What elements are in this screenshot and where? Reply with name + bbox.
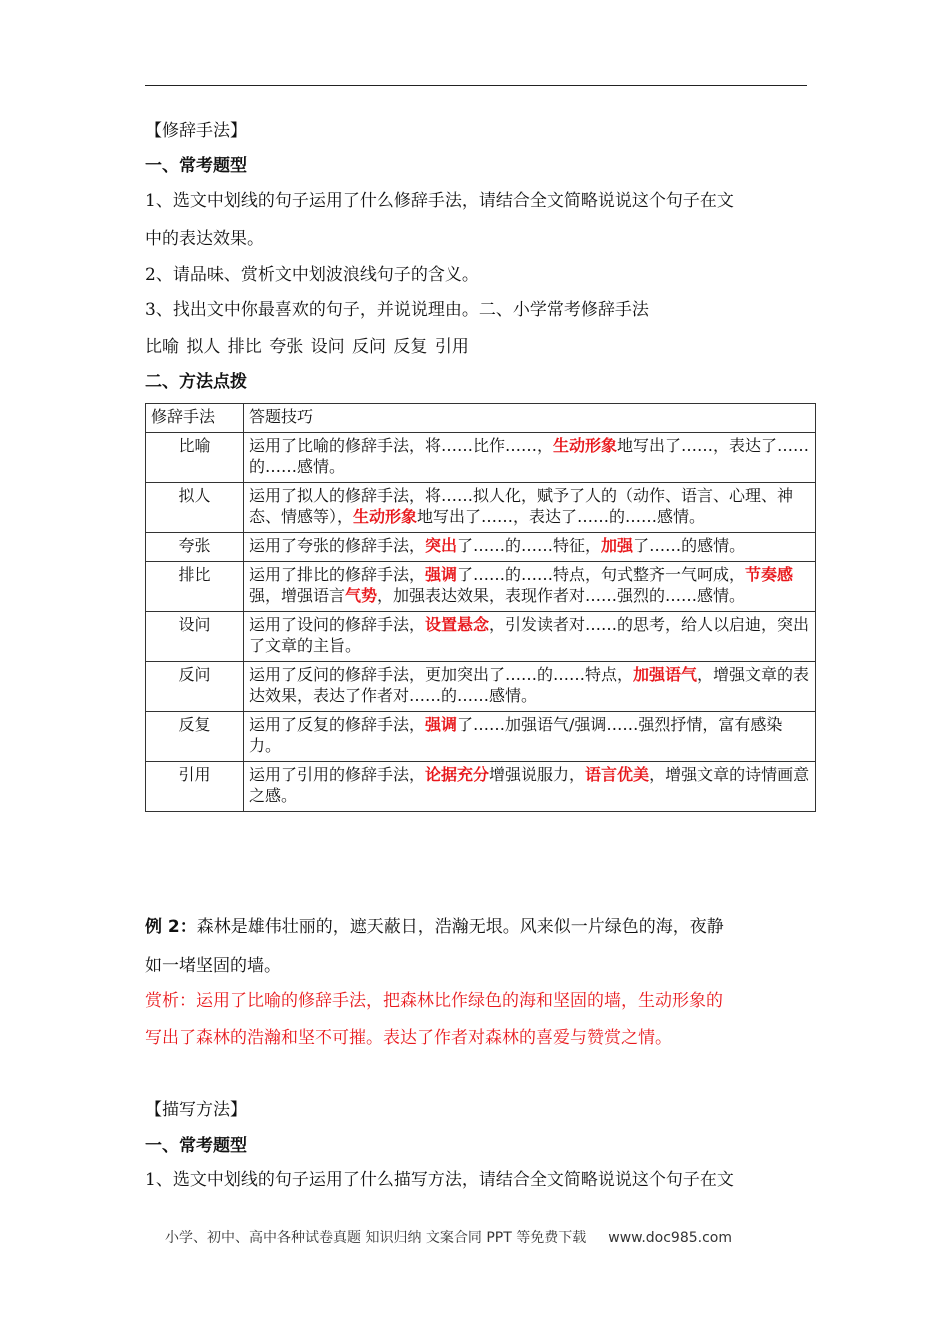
technique-text: ，加强表达效果，表现作者对……强烈的……感情。 [377, 586, 746, 605]
highlight-keyword: 强调 [425, 565, 458, 584]
footer-url[interactable]: www.doc985.com [608, 1230, 732, 1246]
table-row [146, 533, 816, 562]
highlight-keyword: 强调 [425, 715, 458, 734]
device-name-cell: 比喻 [146, 433, 244, 483]
technique-text: 运用了拟人的修辞手法，将……拟人化，赋予了人的（动作、语言、心理、神态、情感等）， [249, 486, 794, 526]
question-3: 3、找出文中你最喜欢的句子，并说说理由。二、小学常考修辞手法 [145, 300, 649, 320]
technique-text: 运用了夸张的修辞手法， [249, 536, 426, 555]
technique-text: 运用了比喻的修辞手法，将……比作……， [249, 436, 554, 455]
technique-text: 运用了反问的修辞手法，更加突出了……的……特点， [249, 665, 634, 684]
example-line-1 [145, 916, 724, 938]
section-title-description: 【描写方法】 [145, 1100, 247, 1120]
technique-cell [244, 533, 816, 562]
technique-cell [244, 483, 816, 533]
table-row [146, 712, 816, 762]
heading-common-questions: 一、常考题型 [145, 156, 247, 176]
rhetoric-methods-table [145, 403, 816, 812]
highlight-keyword: 突出 [425, 536, 458, 555]
heading-method-tips: 二、方法点拨 [145, 372, 247, 392]
technique-text: 运用了引用的修辞手法， [249, 765, 426, 784]
device-name-cell: 反复 [146, 712, 244, 762]
table-row [146, 762, 816, 812]
question-1-line-2: 中的表达效果。 [145, 229, 264, 249]
technique-cell [244, 662, 816, 712]
table-header-device: 修辞手法 [146, 404, 244, 433]
technique-text: ，引发读者对……的思考，给人以启迪，突出了文章的主旨。 [249, 615, 810, 655]
technique-cell [244, 562, 816, 612]
table-row [146, 612, 816, 662]
highlight-keyword: 语言优美 [585, 765, 650, 784]
highlight-keyword: 生动形象 [553, 436, 618, 455]
technique-text: 运用了排比的修辞手法， [249, 565, 426, 584]
table-header-row [146, 404, 816, 433]
page-footer [165, 1227, 732, 1247]
device-name-cell: 夸张 [146, 533, 244, 562]
example-text-1: 森林是雄伟壮丽的，遮天蔽日，浩瀚无垠。风来似一片绿色的海，夜静 [196, 917, 724, 937]
highlight-keyword: 加强语气 [633, 665, 698, 684]
technique-cell [244, 762, 816, 812]
highlight-keyword: 论据充分 [425, 765, 490, 784]
technique-text: 强，增强语言 [249, 586, 346, 605]
device-name-cell: 设问 [146, 612, 244, 662]
example-line-2: 如一堵坚固的墙。 [145, 956, 281, 976]
highlight-keyword: 生动形象 [353, 507, 418, 526]
heading-common-questions-2: 一、常考题型 [145, 1136, 247, 1156]
technique-text: 了……加强语气/强调……强烈抒情，富有感染力。 [249, 715, 783, 755]
devices-list: 比喻 拟人 排比 夸张 设问 反问 反复 引用 [145, 337, 469, 357]
analysis-text-1: 运用了比喻的修辞手法，把森林比作绿色的海和坚固的墙，生动形象的 [196, 991, 723, 1011]
table-body [146, 433, 816, 812]
technique-cell [244, 612, 816, 662]
question-1-line-1: 1、选文中划线的句子运用了什么修辞手法，请结合全文简略说说这个句子在文 [145, 191, 734, 211]
analysis-line-2: 写出了森林的浩瀚和坚不可摧。表达了作者对森林的喜爱与赞赏之情。 [145, 1028, 672, 1048]
footer-text: 小学、初中、高中各种试卷真题 知识归纳 文案合同 PPT 等免费下载 [165, 1230, 587, 1246]
technique-text: ，增强文章的诗情画意之感。 [249, 765, 810, 805]
technique-text: 运用了反复的修辞手法， [249, 715, 426, 734]
analysis-label: 赏析： [145, 991, 196, 1011]
technique-text: 增强说服力， [489, 765, 586, 784]
highlight-keyword: 设置悬念 [425, 615, 490, 634]
technique-text: 了……的感情。 [633, 536, 746, 555]
table-row [146, 662, 816, 712]
technique-text: 地写出了……，表达了……的……感情。 [249, 436, 810, 476]
device-name-cell: 排比 [146, 562, 244, 612]
table-row [146, 483, 816, 533]
device-name-cell: 反问 [146, 662, 244, 712]
highlight-keyword: 气势 [345, 586, 378, 605]
technique-text: 运用了设问的修辞手法， [249, 615, 426, 634]
technique-text: 了……的……特点，句式整齐一气呵成， [457, 565, 746, 584]
technique-cell [244, 712, 816, 762]
description-question-1-line-1: 1、选文中划线的句子运用了什么描写方法，请结合全文简略说说这个句子在文 [145, 1170, 734, 1190]
example-label: 例 2： [145, 917, 197, 937]
device-name-cell: 拟人 [146, 483, 244, 533]
technique-text: 了……的……特征， [457, 536, 602, 555]
technique-text: 地写出了……，表达了……的……感情。 [417, 507, 706, 526]
table-row [146, 433, 816, 483]
device-name-cell: 引用 [146, 762, 244, 812]
table-header-technique: 答题技巧 [244, 404, 816, 433]
section-title-rhetoric: 【修辞手法】 [145, 121, 247, 141]
header-rule [145, 85, 807, 86]
table-row [146, 562, 816, 612]
technique-text: ，增强文章的表达效果，表达了作者对……的……感情。 [249, 665, 810, 705]
highlight-keyword: 节奏感 [745, 565, 794, 584]
technique-cell [244, 433, 816, 483]
analysis-line-1 [145, 990, 723, 1012]
highlight-keyword: 加强 [601, 536, 634, 555]
question-2: 2、请品味、赏析文中划波浪线句子的含义。 [145, 265, 479, 285]
